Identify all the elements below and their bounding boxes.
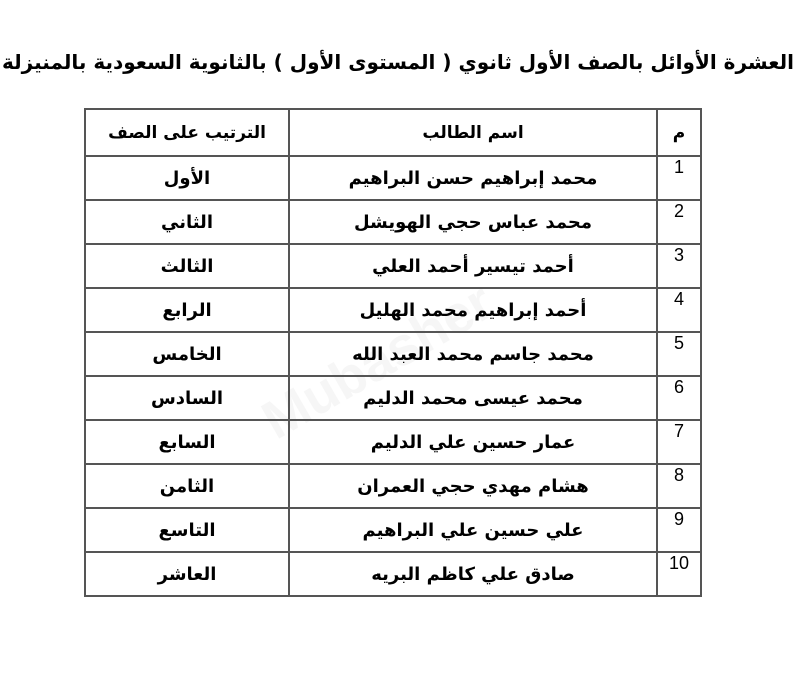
row-number: 8 [657,464,701,508]
student-name: محمد عباس حجي الهويشل [289,200,657,244]
class-rank: الثاني [85,200,289,244]
class-rank: الرابع [85,288,289,332]
class-rank: الأول [85,156,289,200]
class-rank: الثامن [85,464,289,508]
student-name: صادق علي كاظم البريه [289,552,657,596]
row-number: 2 [657,200,701,244]
table-row [85,156,701,200]
row-number: 3 [657,244,701,288]
table-row [85,244,701,288]
student-name: أحمد تيسير أحمد العلي [289,244,657,288]
table-header-row [85,109,701,156]
page-title: العشرة الأوائل بالصف الأول ثانوي ( المستوى الأول ) بالثانوية السعودية بالمنيزلة [2,50,794,74]
header-number: م [657,109,701,156]
header-class-rank: الترتيب على الصف [85,109,289,156]
table-row [85,552,701,596]
row-number: 9 [657,508,701,552]
student-name: هشام مهدي حجي العمران [289,464,657,508]
class-rank: الخامس [85,332,289,376]
class-rank: السادس [85,376,289,420]
row-number: 4 [657,288,701,332]
row-number: 7 [657,420,701,464]
class-rank: الثالث [85,244,289,288]
row-number: 1 [657,156,701,200]
table-row [85,508,701,552]
class-rank: العاشر [85,552,289,596]
student-name: علي حسين علي البراهيم [289,508,657,552]
table-row [85,376,701,420]
row-number: 5 [657,332,701,376]
student-name: عمار حسين علي الدليم [289,420,657,464]
row-number: 10 [657,552,701,596]
ranking-table [84,108,702,597]
table-row [85,200,701,244]
table-row [85,420,701,464]
ranking-table-container [84,108,700,597]
class-rank: التاسع [85,508,289,552]
table-row [85,332,701,376]
header-student-name: اسم الطالب [289,109,657,156]
row-number: 6 [657,376,701,420]
table-row [85,288,701,332]
student-name: محمد عيسى محمد الدليم [289,376,657,420]
student-name: أحمد إبراهيم محمد الهليل [289,288,657,332]
student-name: محمد جاسم محمد العبد الله [289,332,657,376]
table-row [85,464,701,508]
student-name: محمد إبراهيم حسن البراهيم [289,156,657,200]
class-rank: السابع [85,420,289,464]
